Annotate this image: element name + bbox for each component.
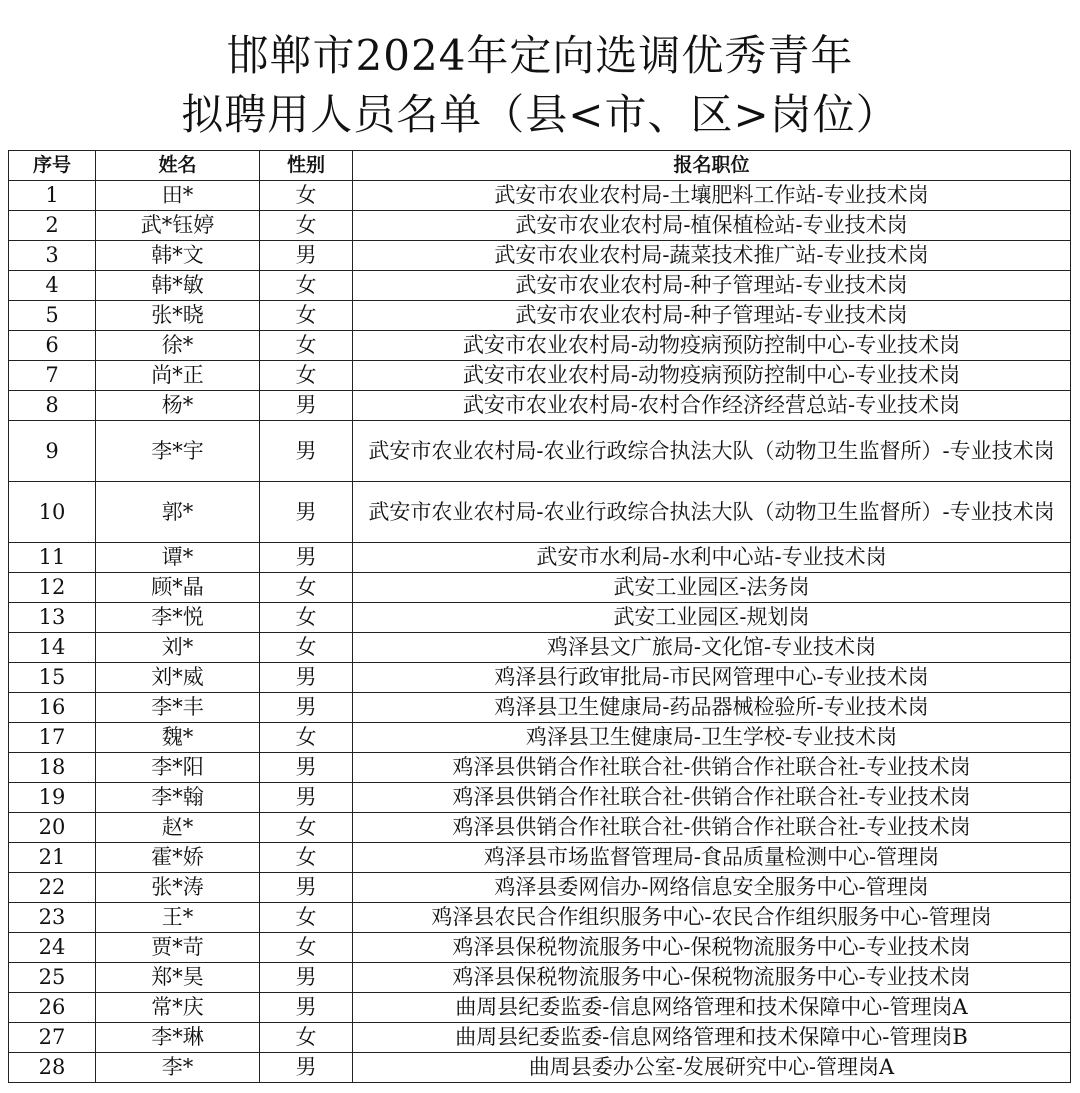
cell-name: 田* xyxy=(96,181,260,211)
cell-name: 韩*敏 xyxy=(96,271,260,301)
table-row xyxy=(9,993,1071,1023)
cell-number: 11 xyxy=(9,543,96,573)
cell-position: 武安工业园区-规划岗 xyxy=(353,603,1071,633)
cell-name: 郑*昊 xyxy=(96,963,260,993)
cell-position: 鸡泽县保税物流服务中心-保税物流服务中心-专业技术岗 xyxy=(353,933,1071,963)
table-row xyxy=(9,633,1071,663)
cell-position: 曲周县纪委监委-信息网络管理和技术保障中心-管理岗A xyxy=(353,993,1071,1023)
cell-number: 18 xyxy=(9,753,96,783)
cell-position: 武安市农业农村局-农业行政综合执法大队（动物卫生监督所）-专业技术岗 xyxy=(353,421,1071,482)
table-row xyxy=(9,301,1071,331)
cell-number: 26 xyxy=(9,993,96,1023)
table-row xyxy=(9,753,1071,783)
cell-number: 17 xyxy=(9,723,96,753)
table-row xyxy=(9,331,1071,361)
cell-gender: 女 xyxy=(260,813,353,843)
header-gender: 性别 xyxy=(260,151,353,181)
cell-position: 鸡泽县供销合作社联合社-供销合作社联合社-专业技术岗 xyxy=(353,753,1071,783)
table-row xyxy=(9,211,1071,241)
cell-position: 曲周县纪委监委-信息网络管理和技术保障中心-管理岗B xyxy=(353,1023,1071,1053)
cell-position: 鸡泽县委网信办-网络信息安全服务中心-管理岗 xyxy=(353,873,1071,903)
table-row xyxy=(9,391,1071,421)
cell-name: 李* xyxy=(96,1053,260,1083)
cell-position: 武安市农业农村局-农村合作经济经营总站-专业技术岗 xyxy=(353,391,1071,421)
cell-gender: 女 xyxy=(260,211,353,241)
cell-name: 张*晓 xyxy=(96,301,260,331)
table-row xyxy=(9,963,1071,993)
header-position: 报名职位 xyxy=(353,151,1071,181)
table-row xyxy=(9,543,1071,573)
cell-gender: 男 xyxy=(260,993,353,1023)
cell-number: 19 xyxy=(9,783,96,813)
cell-position: 曲周县委办公室-发展研究中心-管理岗A xyxy=(353,1053,1071,1083)
cell-gender: 女 xyxy=(260,1023,353,1053)
cell-gender: 男 xyxy=(260,543,353,573)
cell-number: 2 xyxy=(9,211,96,241)
cell-number: 15 xyxy=(9,663,96,693)
cell-name: 李*翰 xyxy=(96,783,260,813)
table-row xyxy=(9,693,1071,723)
cell-gender: 男 xyxy=(260,1053,353,1083)
table-row xyxy=(9,603,1071,633)
cell-name: 尚*正 xyxy=(96,361,260,391)
cell-number: 3 xyxy=(9,241,96,271)
header-name: 姓名 xyxy=(96,151,260,181)
cell-gender: 男 xyxy=(260,873,353,903)
table-row xyxy=(9,723,1071,753)
table-header-row xyxy=(9,151,1071,181)
cell-gender: 男 xyxy=(260,753,353,783)
table-row xyxy=(9,813,1071,843)
cell-number: 24 xyxy=(9,933,96,963)
cell-number: 14 xyxy=(9,633,96,663)
cell-name: 李*宇 xyxy=(96,421,260,482)
cell-number: 28 xyxy=(9,1053,96,1083)
table-row xyxy=(9,482,1071,543)
cell-position: 鸡泽县农民合作组织服务中心-农民合作组织服务中心-管理岗 xyxy=(353,903,1071,933)
cell-name: 韩*文 xyxy=(96,241,260,271)
cell-name: 杨* xyxy=(96,391,260,421)
cell-name: 李*阳 xyxy=(96,753,260,783)
cell-position: 武安市农业农村局-动物疫病预防控制中心-专业技术岗 xyxy=(353,361,1071,391)
cell-gender: 女 xyxy=(260,271,353,301)
cell-number: 23 xyxy=(9,903,96,933)
cell-gender: 男 xyxy=(260,391,353,421)
cell-name: 谭* xyxy=(96,543,260,573)
cell-position: 武安市农业农村局-蔬菜技术推广站-专业技术岗 xyxy=(353,241,1071,271)
cell-name: 常*庆 xyxy=(96,993,260,1023)
table-row xyxy=(9,783,1071,813)
cell-position: 鸡泽县供销合作社联合社-供销合作社联合社-专业技术岗 xyxy=(353,813,1071,843)
cell-position: 鸡泽县卫生健康局-卫生学校-专业技术岗 xyxy=(353,723,1071,753)
cell-number: 27 xyxy=(9,1023,96,1053)
cell-number: 10 xyxy=(9,482,96,543)
table-row xyxy=(9,181,1071,211)
cell-name: 刘*威 xyxy=(96,663,260,693)
cell-gender: 男 xyxy=(260,663,353,693)
cell-position: 鸡泽县保税物流服务中心-保税物流服务中心-专业技术岗 xyxy=(353,963,1071,993)
cell-number: 16 xyxy=(9,693,96,723)
cell-number: 6 xyxy=(9,331,96,361)
table-row xyxy=(9,1053,1071,1083)
table-row xyxy=(9,271,1071,301)
cell-gender: 女 xyxy=(260,723,353,753)
table-row xyxy=(9,573,1071,603)
page-title-line-2: 拟聘用人员名单（县<市、区>岗位） xyxy=(181,90,899,139)
candidate-table xyxy=(8,150,1071,1083)
table-row xyxy=(9,873,1071,903)
cell-number: 1 xyxy=(9,181,96,211)
cell-name: 王* xyxy=(96,903,260,933)
cell-name: 顾*晶 xyxy=(96,573,260,603)
cell-gender: 男 xyxy=(260,241,353,271)
cell-gender: 女 xyxy=(260,633,353,663)
cell-position: 武安工业园区-法务岗 xyxy=(353,573,1071,603)
table-row xyxy=(9,933,1071,963)
cell-gender: 男 xyxy=(260,783,353,813)
cell-gender: 女 xyxy=(260,603,353,633)
cell-number: 8 xyxy=(9,391,96,421)
cell-gender: 女 xyxy=(260,301,353,331)
table-body xyxy=(9,181,1071,1083)
table-row xyxy=(9,1023,1071,1053)
cell-number: 4 xyxy=(9,271,96,301)
cell-position: 武安市农业农村局-动物疫病预防控制中心-专业技术岗 xyxy=(353,331,1071,361)
cell-position: 武安市农业农村局-植保植检站-专业技术岗 xyxy=(353,211,1071,241)
cell-position: 武安市农业农村局-种子管理站-专业技术岗 xyxy=(353,301,1071,331)
table-row xyxy=(9,903,1071,933)
cell-gender: 男 xyxy=(260,693,353,723)
table-row xyxy=(9,663,1071,693)
cell-number: 12 xyxy=(9,573,96,603)
cell-name: 李*琳 xyxy=(96,1023,260,1053)
cell-gender: 女 xyxy=(260,843,353,873)
cell-name: 张*涛 xyxy=(96,873,260,903)
cell-gender: 女 xyxy=(260,573,353,603)
cell-gender: 男 xyxy=(260,482,353,543)
cell-number: 7 xyxy=(9,361,96,391)
cell-gender: 女 xyxy=(260,181,353,211)
cell-position: 武安市农业农村局-土壤肥料工作站-专业技术岗 xyxy=(353,181,1071,211)
cell-gender: 女 xyxy=(260,331,353,361)
cell-position: 武安市农业农村局-种子管理站-专业技术岗 xyxy=(353,271,1071,301)
cell-name: 霍*娇 xyxy=(96,843,260,873)
cell-number: 13 xyxy=(9,603,96,633)
cell-name: 魏* xyxy=(96,723,260,753)
cell-name: 武*钰婷 xyxy=(96,211,260,241)
cell-name: 李*悦 xyxy=(96,603,260,633)
cell-name: 赵* xyxy=(96,813,260,843)
cell-gender: 男 xyxy=(260,963,353,993)
cell-gender: 女 xyxy=(260,361,353,391)
cell-position: 鸡泽县供销合作社联合社-供销合作社联合社-专业技术岗 xyxy=(353,783,1071,813)
cell-number: 25 xyxy=(9,963,96,993)
cell-position: 鸡泽县市场监督管理局-食品质量检测中心-管理岗 xyxy=(353,843,1071,873)
cell-gender: 女 xyxy=(260,903,353,933)
cell-gender: 男 xyxy=(260,421,353,482)
cell-number: 20 xyxy=(9,813,96,843)
header-number: 序号 xyxy=(9,151,96,181)
cell-name: 郭* xyxy=(96,482,260,543)
table-row xyxy=(9,843,1071,873)
cell-position: 鸡泽县卫生健康局-药品器械检验所-专业技术岗 xyxy=(353,693,1071,723)
cell-number: 9 xyxy=(9,421,96,482)
cell-position: 鸡泽县行政审批局-市民网管理中心-专业技术岗 xyxy=(353,663,1071,693)
cell-number: 22 xyxy=(9,873,96,903)
table-row xyxy=(9,241,1071,271)
cell-name: 刘* xyxy=(96,633,260,663)
cell-name: 徐* xyxy=(96,331,260,361)
cell-position: 武安市农业农村局-农业行政综合执法大队（动物卫生监督所）-专业技术岗 xyxy=(353,482,1071,543)
cell-position: 武安市水利局-水利中心站-专业技术岗 xyxy=(353,543,1071,573)
cell-name: 李*丰 xyxy=(96,693,260,723)
table-row xyxy=(9,421,1071,482)
cell-name: 贾*苛 xyxy=(96,933,260,963)
cell-number: 5 xyxy=(9,301,96,331)
cell-number: 21 xyxy=(9,843,96,873)
cell-gender: 女 xyxy=(260,933,353,963)
cell-position: 鸡泽县文广旅局-文化馆-专业技术岗 xyxy=(353,633,1071,663)
table-row xyxy=(9,361,1071,391)
page-title-line-1: 邯郸市2024年定向选调优秀青年 xyxy=(226,31,854,80)
